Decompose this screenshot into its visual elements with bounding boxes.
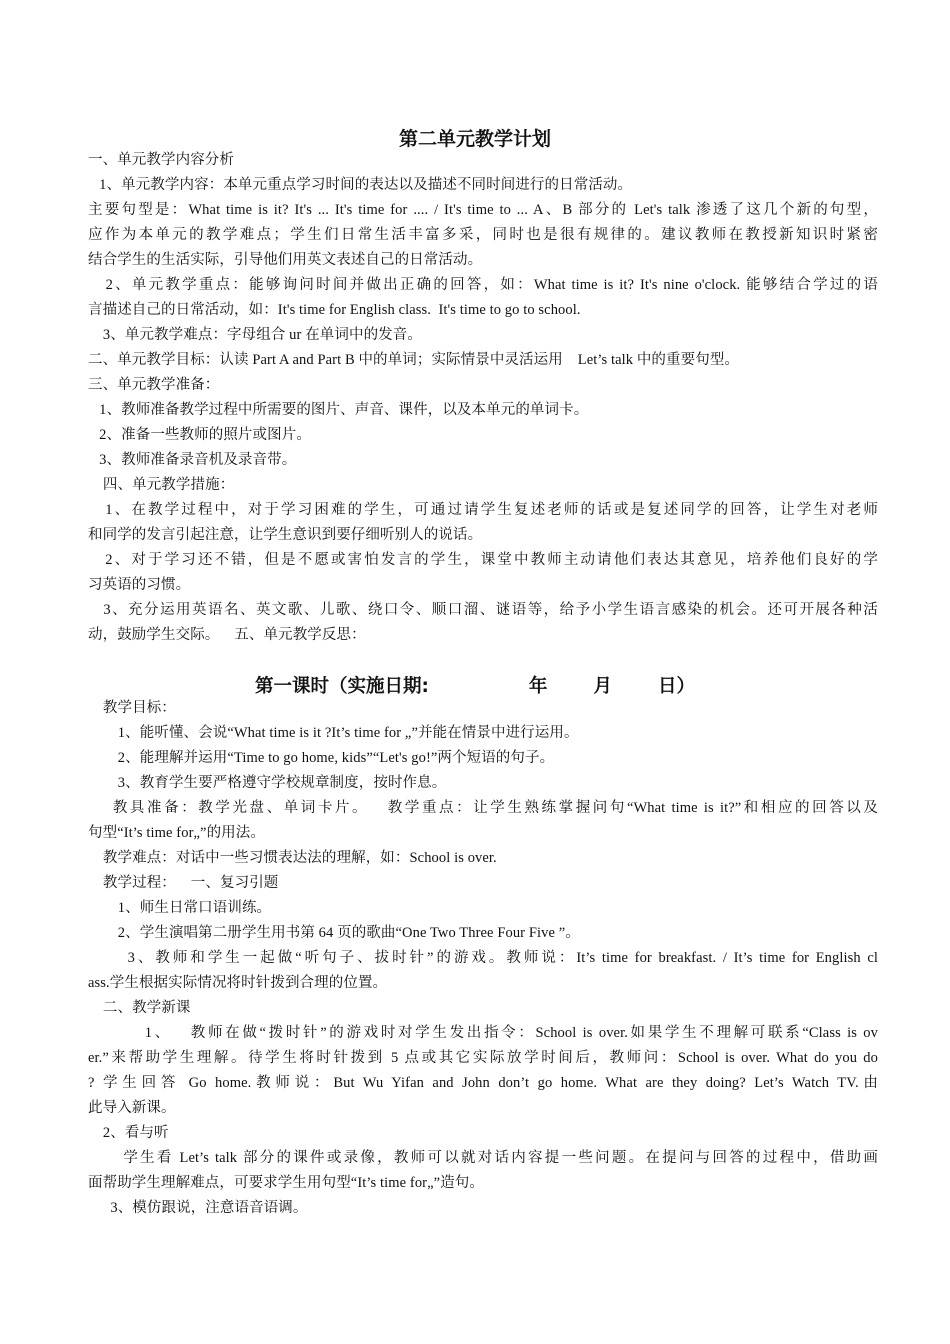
text-line: 3、教师和学生一起做“听句子、拔时针”的游戏。教师说：It’s time for breakfast. / It’s time for English cl <box>88 950 878 966</box>
text-line: 2、准备一些教师的照片或图片。 <box>88 427 311 443</box>
text-line: 3、教育学生要严格遵守学校规章制度，按时作息。 <box>88 775 447 791</box>
text-line: 2、单元教学重点：能够询问时间并做出正确的回答，如：What time is it? It's nine o'clock. 能够结合学过的语 <box>88 277 878 293</box>
text-line: ass.学生根据实际情况将时针拨到合理的位置。 <box>88 975 388 991</box>
text-line: 主要句型是：What time is it? It's ... It's time for .... / It's time to ... A、B 部分的 Let's talk 渗透了这几个新的句型， <box>88 202 878 218</box>
text-line: 习英语的习惯。 <box>88 577 191 593</box>
lesson-title <box>0 672 950 698</box>
text-line: 应作为本单元的教学难点；学生们日常生活丰富多采，同时也是很有规律的。建议教师在教授新知识时紧密 <box>88 227 878 243</box>
text-line: 二、教学新课 <box>88 1000 191 1016</box>
text-line: er.”来帮助学生理解。待学生将时针拨到 5 点或其它实际放学时间后，教师问：School is over. What do you do <box>88 1050 878 1066</box>
text-line: 教具准备：教学光盘、单词卡片。 教学重点：让学生熟练掌握问句“What time is it?”和相应的回答以及 <box>88 800 878 816</box>
text-line: 3、单元教学难点：字母组合 ur 在单词中的发音。 <box>88 327 422 343</box>
text-line: 教学目标： <box>88 700 176 716</box>
text-line: 3、充分运用英语名、英文歌、儿歌、绕口令、顺口溜、谜语等，给予小学生语言感染的机会。还可开展各种活 <box>88 602 878 618</box>
text-line: 结合学生的生活实际，引导他们用英文表述自己的日常活动。 <box>88 252 483 268</box>
lesson-title-day: 日） <box>657 676 695 697</box>
text-line: 3、教师准备录音机及录音带。 <box>88 452 297 468</box>
text-line: 句型“It’s time for„”的用法。 <box>88 825 265 841</box>
text-line: ? 学生回答 Go home.教师说：But Wu Yifan and John don’t go home. What are they doing? Let’s Watch TV.由 <box>88 1075 878 1091</box>
text-line: 此导入新课。 <box>88 1100 176 1116</box>
text-line: 教学过程： 一、复习引题 <box>88 875 279 891</box>
text-line: 三、单元教学准备： <box>88 377 220 393</box>
text-line: 四、单元教学措施： <box>88 477 235 493</box>
text-line: 1、单元教学内容：本单元重点学习时间的表达以及描述不同时间进行的日常活动。 <box>88 177 633 193</box>
page-title: 第二单元教学计划 <box>398 128 551 150</box>
text-line: 1、教师准备教学过程中所需要的图片、声音、课件，以及本单元的单词卡。 <box>88 402 589 418</box>
lesson-title-year: 年 <box>528 676 548 697</box>
text-line: 一、单元教学内容分析 <box>88 152 234 168</box>
text-line: 1、师生日常口语训练。 <box>88 900 272 916</box>
lesson-title-main: 第一课时（实施日期: <box>255 676 429 697</box>
text-line: 2、对于学习还不错，但是不愿或害怕发言的学生，课堂中教师主动请他们表达其意见，培养他们良好的学 <box>88 552 878 568</box>
text-line: 1、在教学过程中，对于学习困难的学生，可通过请学生复述老师的话或是复述同学的回答，让学生对老师 <box>88 502 878 518</box>
text-line: 教学难点：对话中一些习惯表达法的理解，如：School is over. <box>88 850 497 866</box>
text-line: 学生看 Let’s talk 部分的课件或录像，教师可以就对话内容提一些问题。在提问与回答的过程中，借助画 <box>88 1150 878 1166</box>
text-line: 2、学生演唱第二册学生用书第 64 页的歌曲“One Two Three Four Five ”。 <box>88 925 580 941</box>
text-line: 2、看与听 <box>88 1125 169 1141</box>
text-line: 和同学的发言引起注意，让学生意识到要仔细听别人的说话。 <box>88 527 483 543</box>
lesson-title-month: 月 <box>593 676 612 697</box>
text-line: 1、 教师在做“拨时针”的游戏时对学生发出指令：School is over.如果学生不理解可联系“Class is ov <box>88 1025 878 1041</box>
text-line: 动，鼓励学生交际。 五、单元教学反思： <box>88 627 366 643</box>
text-line: 2、能理解并运用“Time to go home, kids”“Let's go!”两个短语的句子。 <box>88 750 555 766</box>
text-line: 3、模仿跟说，注意语音语调。 <box>88 1200 308 1216</box>
text-line: 二、单元教学目标：认读 Part A and Part B 中的单词；实际情景中灵活运用 Let’s talk 中的重要句型。 <box>88 352 740 368</box>
text-line: 面帮助学生理解难点，可要求学生用句型“It’s time for„”造句。 <box>88 1175 484 1191</box>
text-line: 1、能听懂、会说“What time is it ?It’s time for „”并能在情景中进行运用。 <box>88 725 579 741</box>
text-line: 言描述自己的日常活动，如：It's time for English class. It's time to go to school. <box>88 302 581 318</box>
